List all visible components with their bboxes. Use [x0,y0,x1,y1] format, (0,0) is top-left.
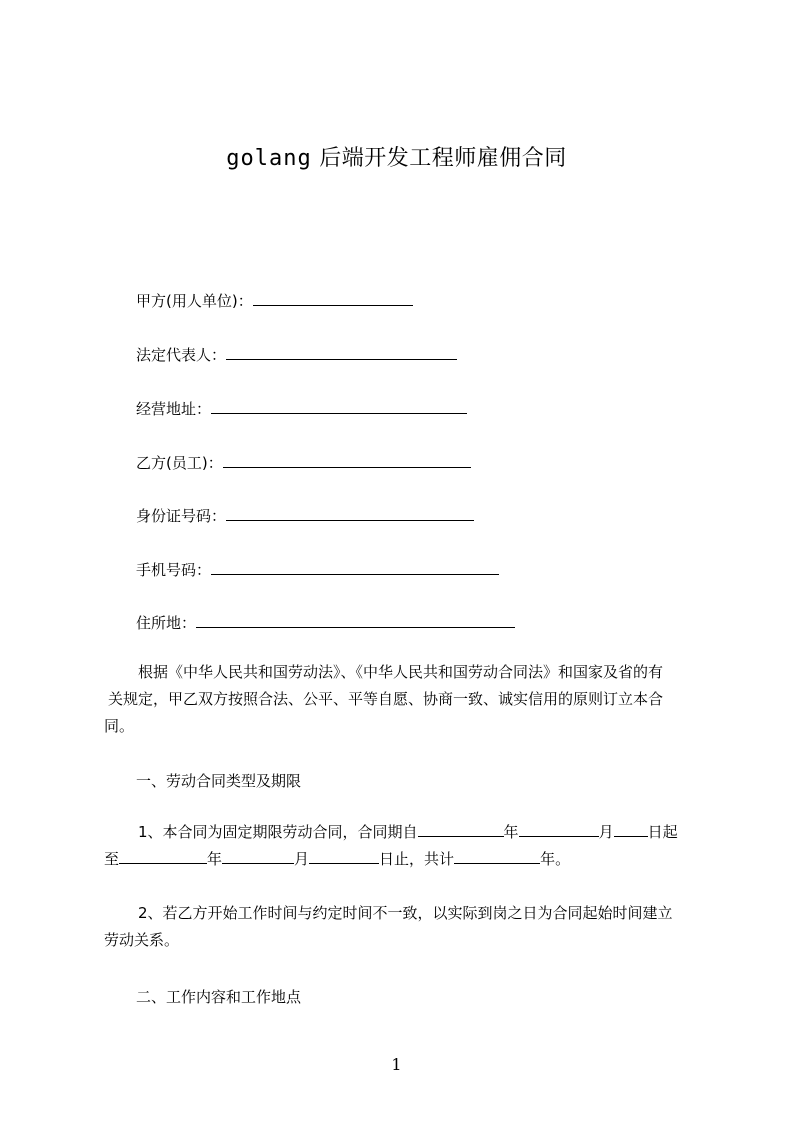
end-to-label: 至 [104,850,120,868]
end-month-blank[interactable] [222,849,294,864]
clause-2-line-1: 2、若乙方开始工作时间与约定时间不一致，以实际到岗之日为合同起始时间建立 [138,904,673,922]
intro-paragraph [104,659,716,740]
start-month-label: 月 [598,823,614,841]
clause-1-line-2 [104,846,716,873]
document-title [0,141,793,172]
residence-blank[interactable] [196,613,515,628]
start-day-label: 日起 [647,823,678,841]
party-b-blank[interactable] [223,453,471,468]
field-legal-rep-label: 法定代表人： [136,346,227,364]
field-address [136,399,467,419]
end-year-label: 年 [207,850,223,868]
end-month-label: 月 [294,850,310,868]
field-party-b [136,453,471,473]
field-party-b-label: 乙方(员工)： [136,454,223,472]
clause-1-text: 1、本合同为固定期限劳动合同，合同期自 [138,823,418,841]
legal-rep-blank[interactable] [226,345,457,360]
field-residence-label: 住所地： [136,614,197,632]
end-day-label: 日止，共计 [379,850,455,868]
field-id-number-label: 身份证号码： [136,507,227,525]
field-legal-rep [136,345,457,365]
start-day-blank[interactable] [614,822,648,837]
clause-2 [104,900,716,954]
clause-1 [104,819,716,873]
clause-1-line-1 [104,819,716,846]
field-party-a [136,291,413,311]
intro-line-2: 关规定，甲乙双方按照合法、公平、平等自愿、协商一致、诚实信用的原则订立本合 [108,690,664,708]
title-chinese: 后端开发工程师雇佣合同 [319,146,567,171]
end-day-blank[interactable] [309,849,379,864]
field-party-a-label: 甲方(用人单位)： [136,292,253,310]
start-year-blank[interactable] [418,822,504,837]
party-a-blank[interactable] [253,291,413,306]
intro-line-1: 根据《中华人民共和国劳动法》、《中华人民共和国劳动合同法》和国家及省的有 [138,663,664,681]
field-address-label: 经营地址： [136,400,212,418]
id-number-blank[interactable] [226,506,474,521]
end-year-blank[interactable] [119,849,207,864]
address-blank[interactable] [211,399,467,414]
field-id-number [136,506,474,526]
field-residence [136,613,515,633]
field-phone [136,560,499,580]
section-1-heading: 一、劳动合同类型及期限 [136,772,302,790]
clause-2-line-2: 劳动关系。 [104,931,180,949]
section-2-heading: 二、工作内容和工作地点 [136,988,302,1006]
total-years-blank[interactable] [454,849,540,864]
phone-blank[interactable] [211,560,499,575]
page-number: 1 [391,1055,402,1074]
start-year-label: 年 [503,823,519,841]
start-month-blank[interactable] [519,822,599,837]
intro-line-3: 同。 [104,717,135,735]
field-phone-label: 手机号码： [136,561,212,579]
total-years-label: 年。 [540,850,571,868]
title-english: golang [226,146,312,171]
